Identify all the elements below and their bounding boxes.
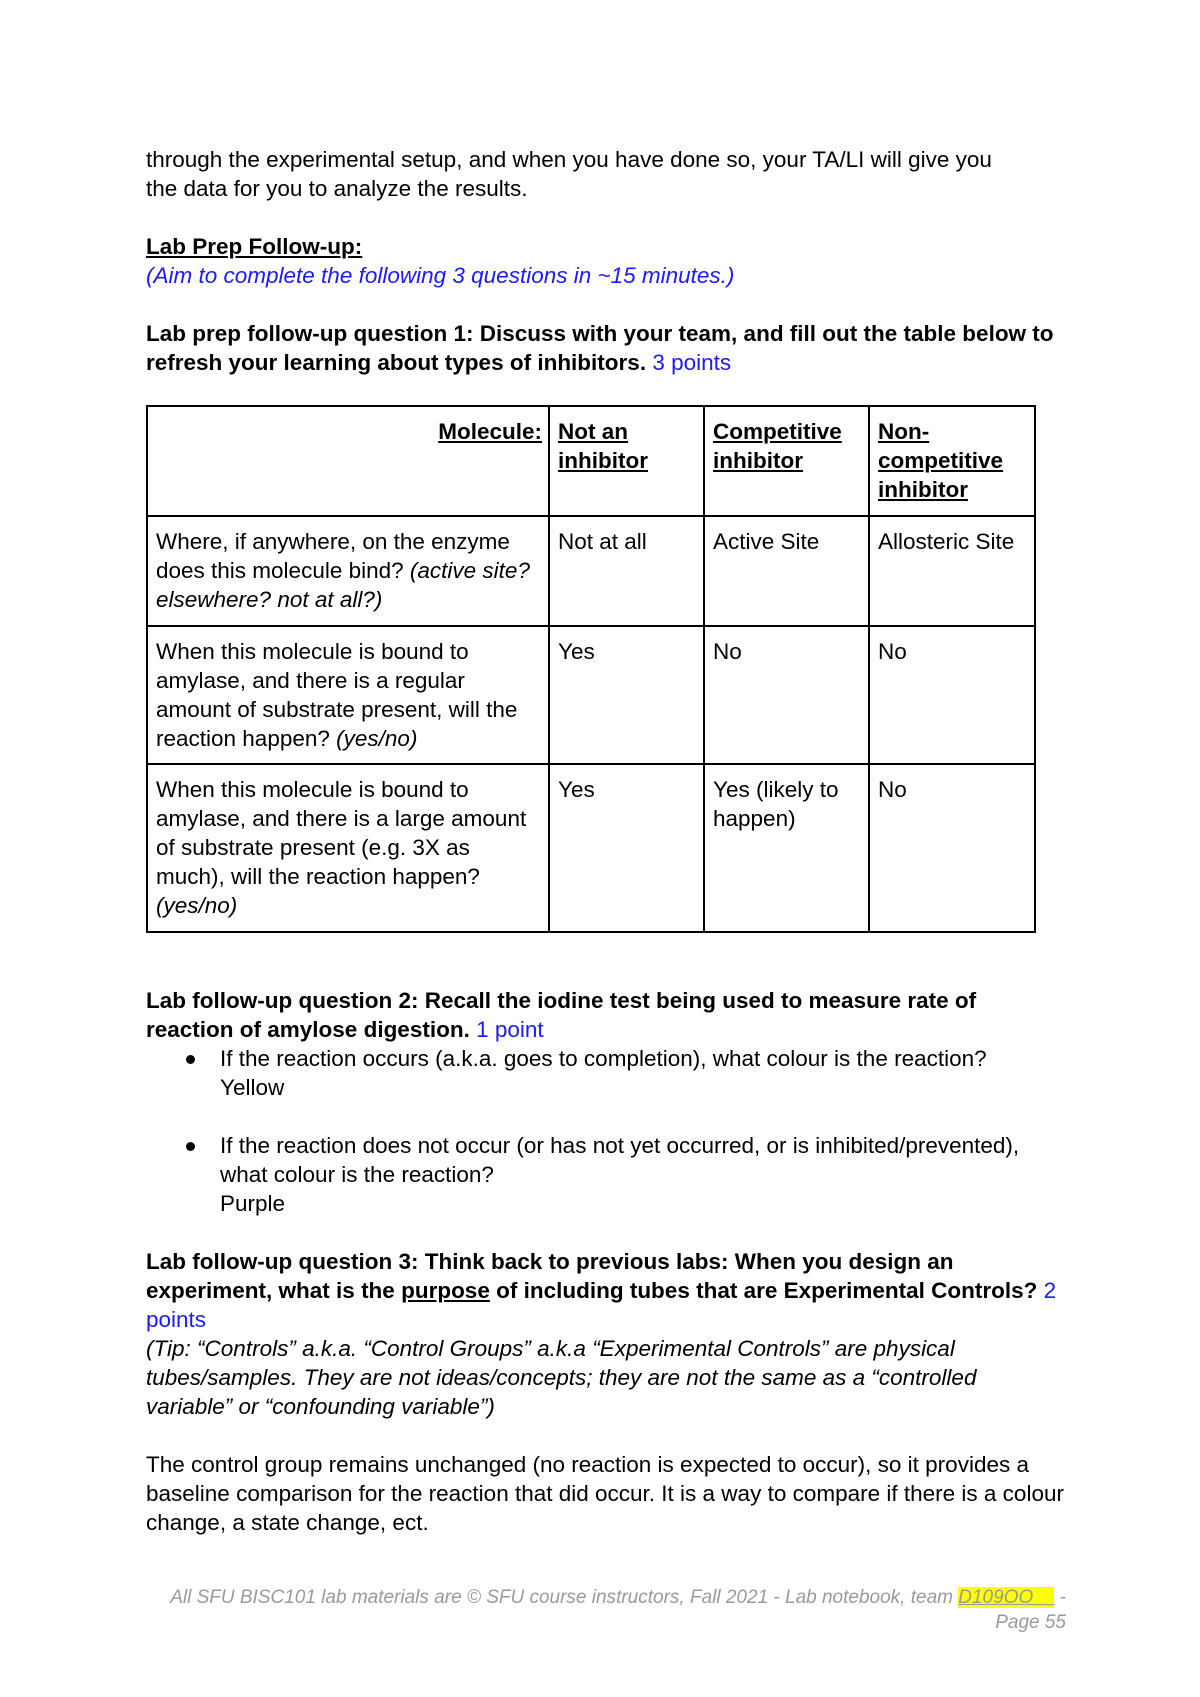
question-3-points: 2 points [146, 1278, 1057, 1332]
page-footer [126, 1585, 1066, 1635]
cell-not-inhibitor: Yes [549, 764, 704, 932]
cell-competitive: No [704, 626, 869, 764]
intro-line-1: through the experimental setup, and when you have done so, your TA/LI will give you [146, 147, 992, 172]
list-item [220, 1044, 1066, 1102]
cell-not-inhibitor: Not at all [549, 516, 704, 626]
row-hint: (yes/no) [336, 726, 418, 751]
cell-noncompetitive: No [869, 626, 1035, 764]
intro-text [146, 145, 1066, 203]
followup-aim: (Aim to complete the following 3 questions in ~15 minutes.) [146, 263, 735, 288]
question-3-purpose: purpose [401, 1278, 490, 1303]
row-question-cell [147, 516, 549, 626]
question-3-text-before: Lab follow-up question 3: Think back to previous labs: When you design an experiment, what is the [146, 1249, 954, 1303]
followup-heading: Lab Prep Follow-up: [146, 234, 363, 259]
question-2-points: 1 point [476, 1017, 544, 1042]
header-not-inhibitor: Not an inhibitor [549, 406, 704, 516]
table-row [147, 516, 1035, 626]
row-question: When this molecule is bound to amylase, and there is a regular amount of substrate present, will the reaction happen? [156, 639, 518, 751]
intro-line-2: the data for you to analyze the results. [146, 176, 528, 201]
row-question-cell [147, 626, 549, 764]
table-row [147, 764, 1035, 932]
row-hint: (yes/no) [156, 893, 238, 918]
row-question: Where, if anywhere, on the enzyme does this molecule bind? [156, 529, 510, 583]
header-noncompetitive: Non-competitive inhibitor [869, 406, 1035, 516]
bullet-question: If the reaction occurs (a.k.a. goes to completion), what colour is the reaction? [220, 1046, 987, 1071]
row-hint: (active site? elsewhere? not at all?) [156, 558, 530, 612]
list-item [220, 1131, 1066, 1218]
question-1 [146, 319, 1066, 377]
header-molecule: Molecule: [147, 406, 549, 516]
list-spacer [220, 1102, 1066, 1131]
question-3-tip: (Tip: “Controls” a.k.a. “Control Groups” a.k.a “Experimental Controls” are physical tubes/samples. They are not ideas/concepts; they are not the same as a “controlled variable” or “confounding variable”) [146, 1336, 977, 1419]
question-3 [146, 1247, 1066, 1334]
footer-team: D109OO__ [958, 1587, 1055, 1608]
question-3-answer: The control group remains unchanged (no reaction is expected to occur), so it provides a baseline comparison for the reaction that did occur. It is a way to compare if there is a colour change, a state change, ect. [146, 1452, 1064, 1535]
footer-text-before: All SFU BISC101 lab materials are © SFU course instructors, Fall 2021 - Lab notebook, team [170, 1587, 959, 1608]
cell-noncompetitive: No [869, 764, 1035, 932]
row-question: When this molecule is bound to amylase, and there is a large amount of substrate present (e.g. 3X as much), will the reaction happen? [156, 777, 527, 889]
cell-not-inhibitor: Yes [549, 626, 704, 764]
table-row [147, 626, 1035, 764]
cell-competitive: Active Site [704, 516, 869, 626]
bullet-answer: Purple [220, 1191, 286, 1216]
question-2-bullets [146, 1044, 1066, 1218]
row-question-cell [147, 764, 549, 932]
header-competitive: Competitive inhibitor [704, 406, 869, 516]
question-3-text-after: of including tubes that are Experimental Controls? [489, 1278, 1038, 1303]
question-1-points: 3 points [652, 350, 732, 375]
question-2-text: Lab follow-up question 2: Recall the iodine test being used to measure rate of reaction of amylose digestion. [146, 988, 977, 1042]
question-1-text: Lab prep follow-up question 1: Discuss with your team, and fill out the table below to refresh your learning about types of inhibitors. [146, 321, 1054, 375]
question-2 [146, 986, 1066, 1044]
footer-text-after: - Page 55 [995, 1587, 1066, 1633]
bullet-answer: Yellow [220, 1075, 285, 1100]
inhibitor-table [146, 405, 1036, 933]
cell-competitive: Yes (likely to happen) [704, 764, 869, 932]
page-content [146, 145, 1066, 1537]
table-header-row [147, 406, 1035, 516]
bullet-question: If the reaction does not occur (or has not yet occurred, or is inhibited/prevented), what colour is the reaction? [220, 1133, 1020, 1187]
cell-noncompetitive: Allosteric Site [869, 516, 1035, 626]
